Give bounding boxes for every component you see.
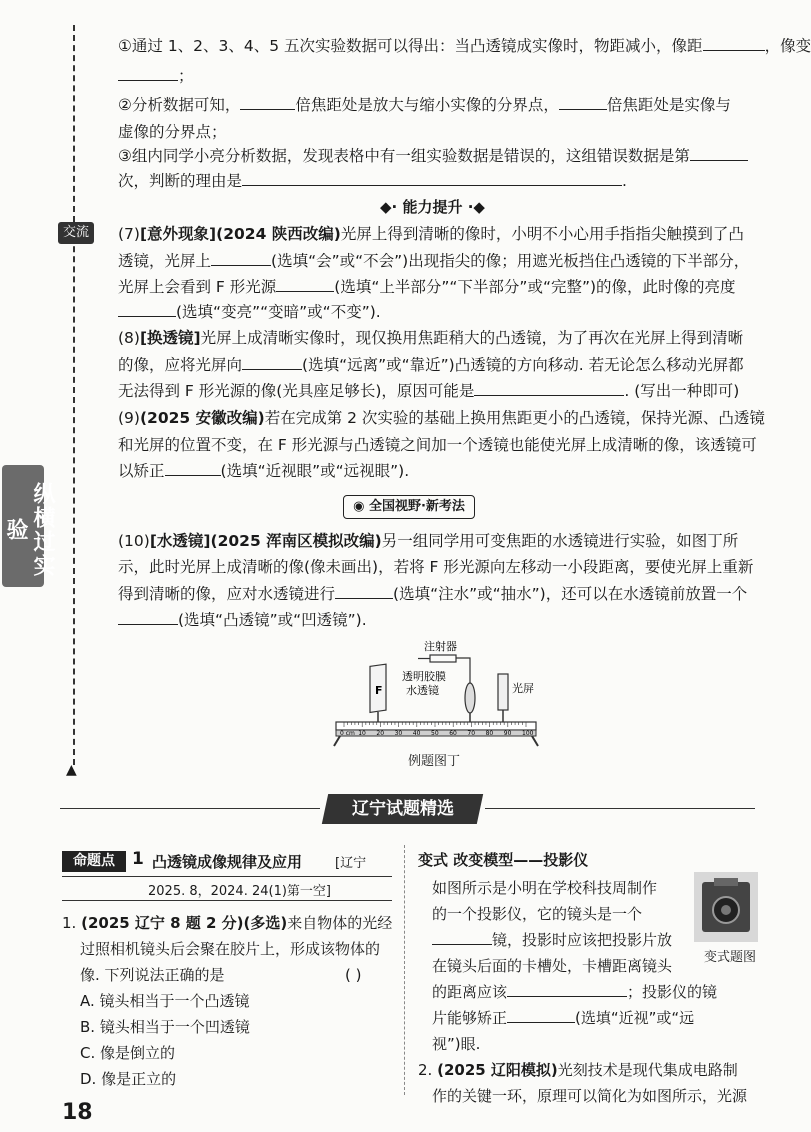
tag: (多选) <box>243 914 288 932</box>
tag: [水透镜] <box>149 532 211 550</box>
text: (选填“变亮”“变暗”或“不变”). <box>176 303 381 321</box>
q1-line-2: 过照相机镜头后会聚在胶片上，形成该物体的 <box>80 940 381 958</box>
text: 光刻技术是现代集成电路制 <box>557 1061 738 1079</box>
ruler-tick-label: 100 <box>522 730 534 737</box>
text: 光屏上会看到 F 形光源 <box>118 278 277 296</box>
q-line-3 <box>118 95 731 115</box>
point-note-years: 2025. 8，2024. 24(1)第一空] <box>148 884 331 899</box>
text: 透镜，光屏上 <box>118 252 212 270</box>
text: ①通过 1、2、3、4、5 五次实验数据可以得出：当凸透镜成实像时，物距减小，像距 <box>118 37 703 55</box>
q9-line-3 <box>118 461 409 481</box>
liaoning-banner <box>322 794 483 824</box>
text: 无法得到 F 形光源的像(光具座足够长)，原因可能是 <box>118 382 475 400</box>
answer-blank[interactable] <box>240 95 295 110</box>
text: ②分析数据可知， <box>118 96 241 114</box>
divider <box>60 808 320 809</box>
q10-line-2 <box>118 557 753 577</box>
q10-line-3 <box>118 584 747 604</box>
text: (选填“凸透镜”或“凹透镜”). <box>178 611 367 629</box>
variant-figure-caption: 变式题图 <box>704 950 757 965</box>
answer-blank[interactable] <box>507 982 627 997</box>
ruler-tick-label: 30 <box>394 730 403 737</box>
q7-line-1 <box>118 224 744 244</box>
tag: [换透镜] <box>139 329 201 347</box>
text: . <box>622 172 627 190</box>
ruler-tick-label: 80 <box>485 730 494 737</box>
option-a[interactable]: A. 镜头相当于一个凸透镜 <box>80 992 250 1010</box>
optical-bench-figure <box>330 636 555 748</box>
q1-answer-paren[interactable]: ( ) <box>345 966 362 984</box>
margin-arrow-icon: ▲ <box>66 762 77 778</box>
q7-line-2 <box>118 251 749 271</box>
text: ； <box>178 67 194 85</box>
ruler-tick-label: 0 cm <box>340 730 355 737</box>
ruler-tick-label: 10 <box>358 730 366 737</box>
answer-blank[interactable] <box>690 146 748 161</box>
point-title: 凸透镜成像规律及应用 <box>152 853 303 871</box>
F-letter: F <box>375 684 383 697</box>
text: 和光屏的位置不变，在 F 形光源与凸透镜之间加一个透镜也能使光屏上成清晰的像，该透镜可 <box>118 436 757 454</box>
q10-line-1 <box>118 531 738 551</box>
variant-line-6 <box>432 1006 694 1030</box>
text: 得到清晰的像，应对水透镜进行 <box>118 585 336 603</box>
text: . (写出一种即可) <box>624 382 740 400</box>
text: ，像变 <box>764 37 811 55</box>
diamond-icon: ◆· <box>380 198 398 216</box>
answer-blank[interactable] <box>335 584 393 599</box>
national-title: 全国视野·新考法 <box>368 499 465 514</box>
bench-leg <box>334 736 340 746</box>
tag: [意外现象] <box>139 225 217 243</box>
text: 光屏上得到清晰的像时，小明不小心用手指指尖触摸到了凸 <box>340 225 744 243</box>
variant-line-4: 在镜头后面的卡槽处，卡槽距离镜头 <box>432 957 673 975</box>
page-number: 18 <box>62 1100 93 1125</box>
diamond-icon: ·◆ <box>467 198 485 216</box>
divider <box>485 808 755 809</box>
text: 倍焦距处是放大与缩小实像的分界点， <box>295 96 559 114</box>
text: 光屏上成清晰实像时，现仅换用焦距稍大的凸透镜，为了再次在光屏上得到清晰 <box>200 329 744 347</box>
option-c[interactable]: C. 像是倒立的 <box>80 1044 176 1062</box>
ruler-tick-label: 70 <box>467 730 476 737</box>
q7-line-4 <box>118 302 381 322</box>
divider <box>62 900 392 901</box>
q8-line-1 <box>118 328 743 348</box>
answer-blank[interactable] <box>118 66 178 81</box>
text: ；投影仪的镜 <box>627 983 718 1001</box>
variant-line-3 <box>432 928 672 952</box>
ruler-tick-label: 60 <box>449 730 457 737</box>
variant-title: 变式 改变模型——投影仪 <box>418 851 589 869</box>
point-label: 命题点 <box>62 851 126 872</box>
bench-leg <box>532 736 538 746</box>
answer-blank[interactable] <box>242 355 302 370</box>
projector-lens-center <box>721 905 731 915</box>
source: (2025 安徽改编) <box>139 409 265 427</box>
text: 虚像的分界点； <box>118 123 227 141</box>
ruler-tick-label: 40 <box>412 730 421 737</box>
variant-line-1: 如图所示是小明在学校科技周制作 <box>432 879 658 897</box>
text: 的像，应将光屏向 <box>118 356 243 374</box>
text: 2. <box>418 1061 433 1079</box>
variant-line-2: 的一个投影仪，它的镜头是一个 <box>432 905 643 923</box>
national-heading <box>343 495 475 519</box>
source: (2025 辽阳模拟) <box>437 1061 558 1079</box>
answer-blank[interactable] <box>118 610 178 625</box>
source: (2025 浑南区模拟改编) <box>210 532 382 550</box>
banner-text: 辽宁试题精选 <box>351 799 454 819</box>
q1-line-1 <box>62 911 392 935</box>
side-tab <box>2 465 55 587</box>
variant-line-5 <box>432 980 717 1004</box>
figure-caption: 例题图丁 <box>408 754 461 769</box>
projector-image <box>694 872 758 942</box>
text: (9) <box>118 409 140 427</box>
tube-icon <box>456 658 470 686</box>
text: 来自物体的光经 <box>287 914 393 932</box>
q8-line-3 <box>118 381 739 401</box>
membrane-label: 透明胶膜 <box>402 670 446 683</box>
text: (7) <box>118 225 140 243</box>
answer-blank[interactable] <box>276 277 334 292</box>
answer-blank[interactable] <box>474 381 624 396</box>
q2-line-1 <box>418 1058 738 1082</box>
syringe-label: 注射器 <box>424 640 457 653</box>
eye-icon: ◉ <box>353 499 365 514</box>
answer-blank[interactable] <box>242 171 622 186</box>
answer-blank[interactable] <box>703 36 765 51</box>
q9-line-1 <box>118 408 765 428</box>
answer-blank[interactable] <box>507 1008 575 1023</box>
screen-label: 光屏 <box>512 682 534 695</box>
q7-line-3 <box>118 277 736 297</box>
side-tab-text: 纵横过实验 <box>3 482 55 578</box>
text: (选填“远离”或“靠近”)凸透镜的方向移动. 若无论怎么移动光屏都 <box>302 356 744 374</box>
water-lens-icon <box>465 683 475 713</box>
variant-line-7: 视”)眼. <box>432 1035 481 1053</box>
text: 1. <box>62 914 77 932</box>
text: 另一组同学用可变焦距的水透镜进行实验，如图丁所 <box>381 532 739 550</box>
text: 示，此时光屏上成清晰的像(像未画出)，若将 F 形光源向左移动一小段距离，要使光屏上重新 <box>118 558 754 576</box>
answer-blank[interactable] <box>559 95 607 110</box>
ability-title: 能力提升 <box>402 198 463 216</box>
text: 片能够矫正 <box>432 1009 508 1027</box>
projector-top <box>714 878 738 886</box>
point-number: 1 <box>132 849 144 869</box>
q9-line-2 <box>118 435 757 455</box>
q-line-4 <box>118 122 227 142</box>
column-divider <box>404 845 405 1095</box>
option-b[interactable]: B. 镜头相当于一个凹透镜 <box>80 1018 250 1036</box>
ability-heading <box>380 196 485 217</box>
ruler-tick-label: 90 <box>503 730 512 737</box>
q-line-5 <box>118 146 748 166</box>
answer-blank[interactable] <box>211 251 271 266</box>
answer-blank[interactable] <box>118 302 176 317</box>
q-line-1 <box>118 36 811 56</box>
q-line-6 <box>118 171 627 191</box>
text: (选填“会”或“不会”)出现指尖的像；用遮光板挡住凸透镜的下半部分， <box>271 252 750 270</box>
text: (选填“注水”或“抽水”)，还可以在水透镜前放置一个 <box>393 585 748 603</box>
text: (选填“上半部分”“下半部分”或“完整”)的像，此时像的亮度 <box>334 278 736 296</box>
q-line-2 <box>118 66 194 86</box>
q1-line-3: 像. 下列说法正确的是 <box>80 966 225 984</box>
text: ③组内同学小亮分析数据，发现表格中有一组实验数据是错误的，这组错误数据是第 <box>118 147 690 165</box>
source: (2024 陕西改编) <box>216 225 341 243</box>
water-lens-label: 水透镜 <box>406 684 439 697</box>
q2-line-2: 作的关键一环，原理可以简化为如图所示，光源 <box>432 1087 748 1105</box>
margin-dashed-line <box>73 25 75 765</box>
text: 若在完成第 2 次实验的基础上换用焦距更小的凸透镜，保持光源、凸透镜 <box>264 409 765 427</box>
ruler-tick-label: 20 <box>376 730 385 737</box>
text: (8) <box>118 329 140 347</box>
q8-line-2 <box>118 355 744 375</box>
source: (2025 辽宁 8 题 2 分) <box>81 914 244 932</box>
text: 次，判断的理由是 <box>118 172 243 190</box>
answer-blank[interactable] <box>165 461 221 476</box>
option-d[interactable]: D. 像是正立的 <box>80 1070 177 1088</box>
divider <box>62 876 392 877</box>
point-note: [辽宁 <box>335 856 367 871</box>
text: 的距离应该 <box>432 983 508 1001</box>
answer-blank[interactable] <box>432 930 492 945</box>
q10-line-4 <box>118 610 367 630</box>
text: (选填“近视眼”或“远视眼”). <box>220 462 410 480</box>
exchange-label: 交流 <box>58 222 94 244</box>
syringe-icon <box>430 655 456 662</box>
text: (选填“近视”或“远 <box>575 1009 695 1027</box>
text: 倍焦距处是实像与 <box>606 96 731 114</box>
text: 镜，投影时应该把投影片放 <box>492 931 673 949</box>
ruler-tick-label: 50 <box>431 730 439 737</box>
text: (10) <box>118 532 150 550</box>
text: 以矫正 <box>118 462 165 480</box>
screen-icon <box>498 674 508 710</box>
